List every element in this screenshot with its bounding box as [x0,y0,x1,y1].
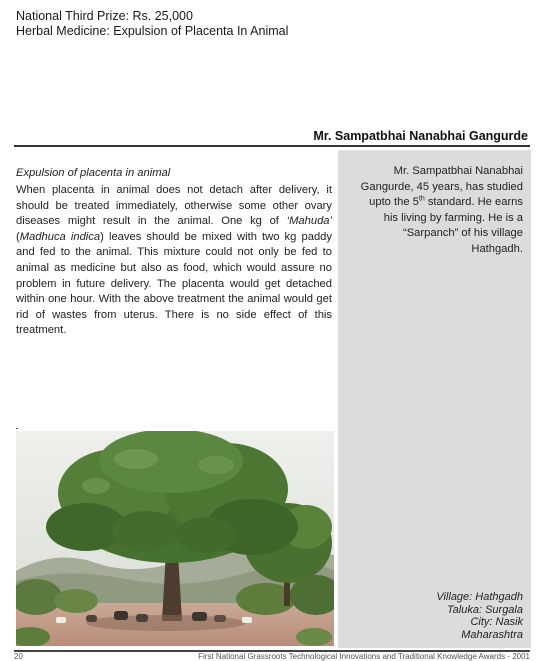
ordinal-suffix: th [418,195,425,203]
location-block [436,591,523,642]
article-column [16,166,332,339]
prize-line: National Third Prize: Rs. 25,000 [16,9,193,23]
author-bio [352,164,523,258]
author-name: Mr. Sampatbhai Nanabhai Gangurde [313,129,528,143]
article-subtitle: Expulsion of placenta in animal [16,167,171,179]
category-line: Herbal Medicine: Expulsion of Placenta In Animal [16,24,289,38]
mahuda-term: ‘Mahuda’ [286,215,332,228]
margin-mark [16,428,18,429]
page-number: 20 [14,652,23,661]
bio-part-1: Mr. Sampatbhai Nanabhai Gangurde, 45 years, has studied upto the 5 [360,165,523,209]
village-line: Village: Hathgadh [436,590,523,603]
article-body [16,183,332,339]
taluka-line: Taluka: Surgala [446,603,523,616]
mahuda-tree-photo [16,431,334,646]
footer-credit: First National Grassroots Technological Innovations and Traditional Knowledge Awards - 2001 [198,652,530,661]
page-header [16,9,288,39]
city-line: City: Nasik [470,616,523,629]
body-part-2: ( [16,230,20,243]
body-part-3: ) leaves should be mixed with two kg paddy and fed to the animal. This mixture could not only be fed to animal as medicine but also as food, which would assure no problem in future delivery. The placenta would get detached within one hour. With the above treatment the animal would get rid of wastes from uterus. There is no side effect of this treatment. [16,230,332,337]
body-part-1: When placenta in animal does not detach after delivery, it should be treated immediately, otherwise some other ovary diseases might result in the animal. One kg of [16,184,332,228]
state-line: Maharashtra [461,629,523,642]
header-divider [14,145,530,147]
author-sidebar [338,150,531,648]
bio-part-2: standard. He earns his living by farming. He is a “Sarpanch” of his village Hathgadh. [383,196,523,255]
botanical-name: Madhuca indica [19,230,101,243]
